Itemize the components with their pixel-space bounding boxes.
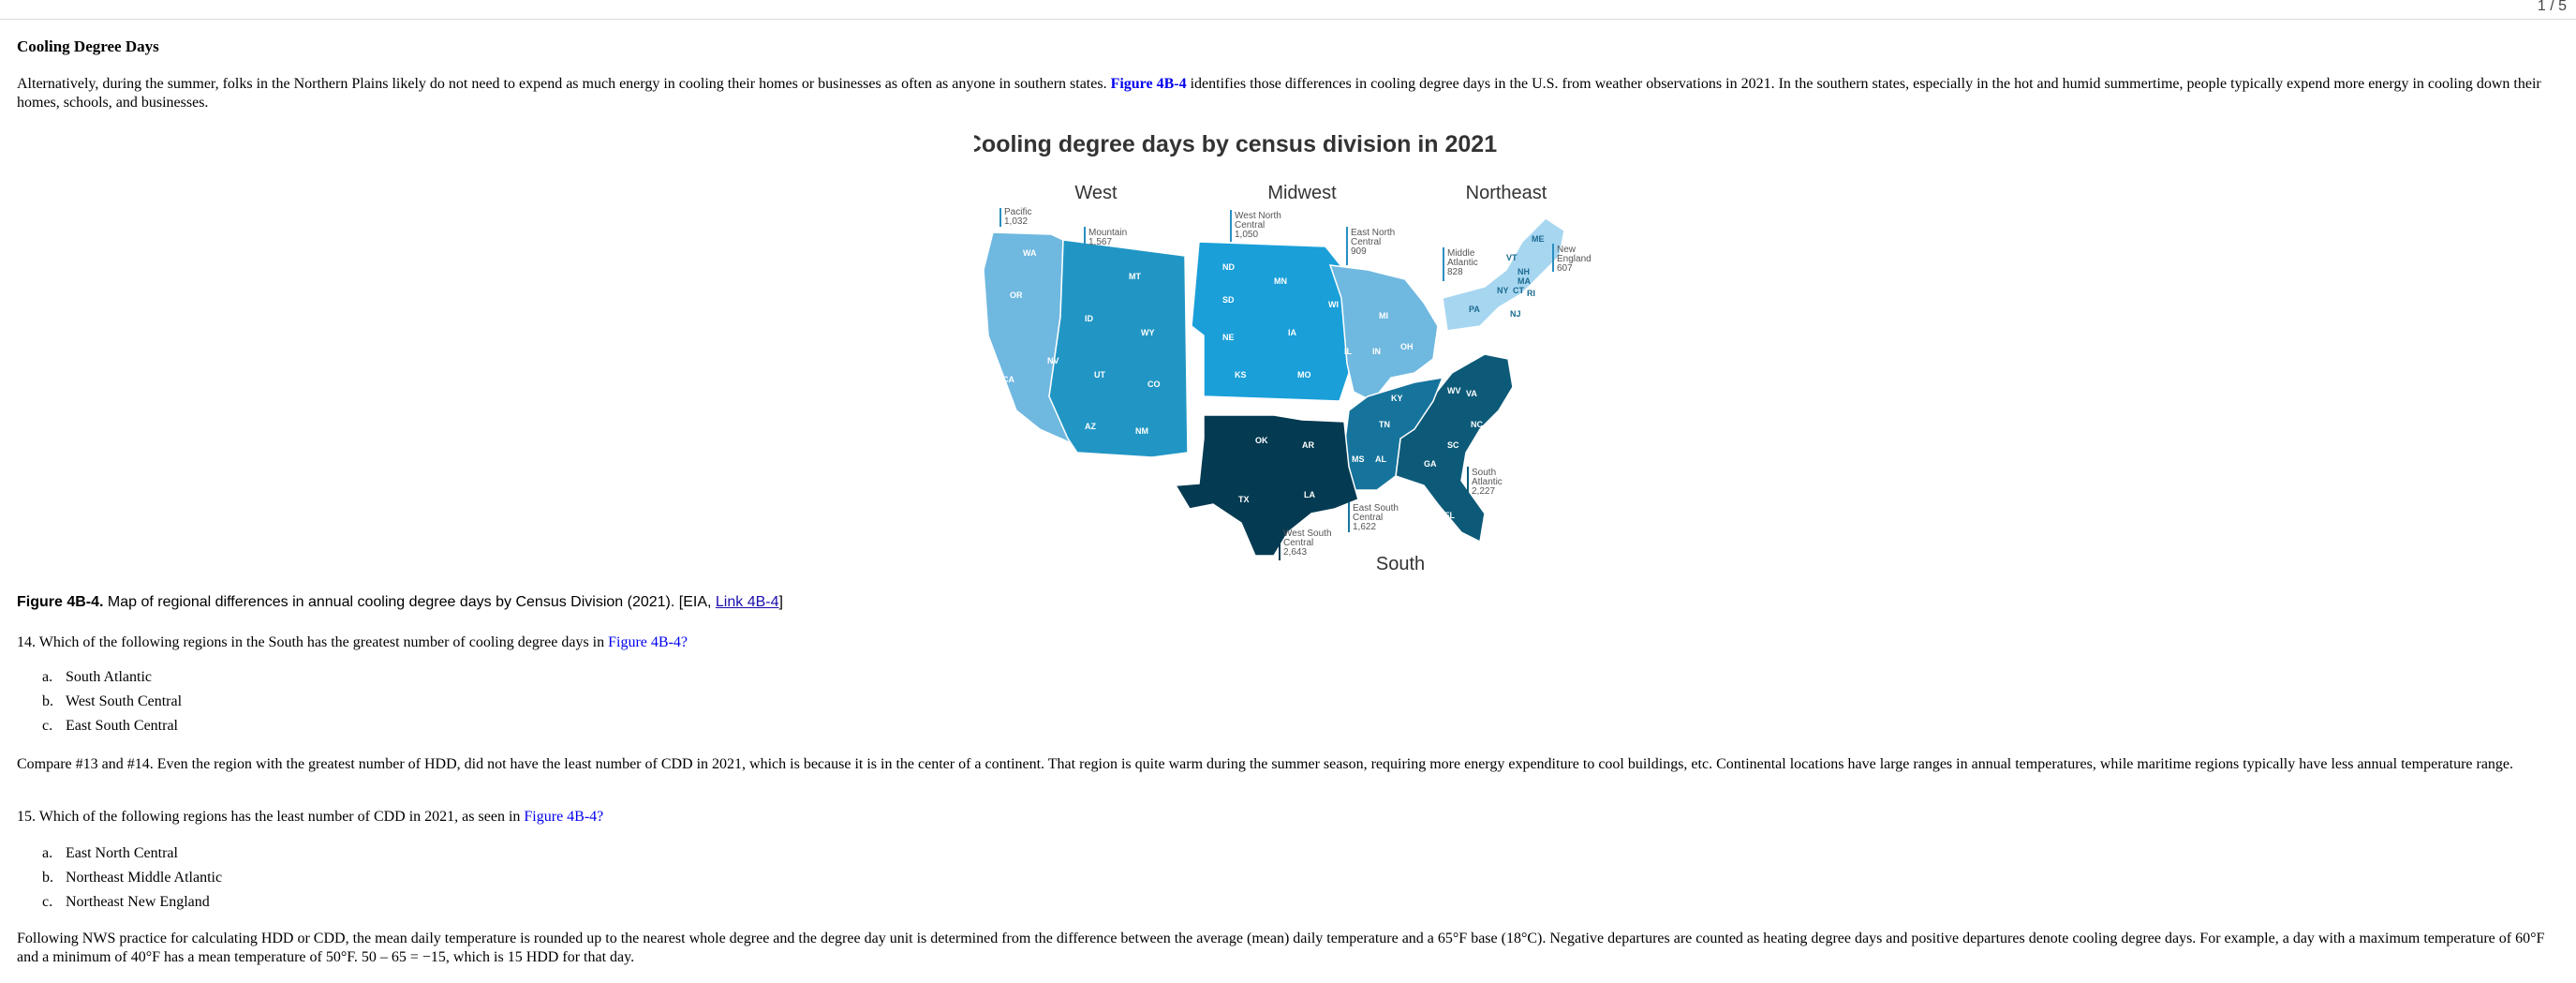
state-va: VA bbox=[1466, 389, 1477, 398]
intro-paragraph bbox=[17, 75, 2546, 112]
svg-text:Central: Central bbox=[1351, 237, 1382, 247]
state-sc: SC bbox=[1447, 440, 1459, 450]
option-label: East North Central bbox=[66, 845, 178, 861]
option-14a[interactable] bbox=[42, 665, 182, 690]
state-ks: KS bbox=[1235, 370, 1247, 380]
option-marker: a. bbox=[42, 669, 53, 685]
state-vt: VT bbox=[1506, 253, 1517, 262]
section-title: Cooling Degree Days bbox=[17, 37, 159, 55]
state-ne: NE bbox=[1222, 333, 1235, 342]
question-15 bbox=[17, 809, 603, 826]
svg-text:Atlantic: Atlantic bbox=[1472, 477, 1503, 487]
enc-value: 909 bbox=[1351, 246, 1367, 257]
south-atlantic-value: 2,227 bbox=[1472, 486, 1496, 497]
region-midwest: Midwest bbox=[1267, 183, 1337, 203]
figure-title: Cooling degree days by census division in 2021 bbox=[974, 131, 1498, 157]
state-nj: NJ bbox=[1510, 309, 1521, 319]
state-ia: IA bbox=[1288, 328, 1296, 337]
svg-text:Middle: Middle bbox=[1447, 248, 1475, 259]
state-ny: NY bbox=[1497, 286, 1509, 295]
state-nh: NH bbox=[1517, 267, 1530, 276]
esc-value: 1,622 bbox=[1353, 522, 1377, 532]
state-al: AL bbox=[1375, 454, 1386, 464]
state-de: DE bbox=[1491, 367, 1503, 377]
state-nm: NM bbox=[1135, 426, 1148, 436]
state-az: AZ bbox=[1085, 422, 1096, 431]
document-body bbox=[17, 37, 2546, 112]
state-oh: OH bbox=[1400, 342, 1414, 351]
state-wv: WV bbox=[1447, 386, 1461, 395]
option-marker: c. bbox=[42, 894, 53, 910]
state-ri: RI bbox=[1527, 289, 1535, 298]
question-14 bbox=[17, 634, 688, 651]
question-14-text: 14. Which of the following regions in the South has the greatest number of cooling degree days in bbox=[17, 634, 609, 650]
state-md: MD bbox=[1471, 361, 1484, 370]
mountain-value: 1,567 bbox=[1088, 237, 1113, 247]
state-ar: AR bbox=[1302, 440, 1314, 450]
compare-paragraph: Compare #13 and #14. Even the region with the greatest number of HDD, did not have the least number of CDD in 2021, which is because it is in the center of a continent. That region is quite warm during the summer season, requiring more energy expenditure to cool buildings, etc. Continental locations have large ranges in annual temperatures, while maritime regions typically have less annual temperature range. bbox=[17, 756, 2514, 772]
top-bar bbox=[0, 0, 2576, 20]
state-ma: MA bbox=[1517, 276, 1531, 286]
option-label: Northeast New England bbox=[66, 894, 210, 910]
caption-text: Map of regional differences in annual cooling degree days by Census Division (2021). [EIA, bbox=[103, 594, 716, 610]
region-west: West bbox=[1074, 183, 1118, 203]
state-mo: MO bbox=[1297, 370, 1311, 380]
state-fl: FL bbox=[1444, 511, 1455, 520]
state-pa: PA bbox=[1469, 305, 1480, 314]
svg-text:West South: West South bbox=[1283, 529, 1332, 539]
state-ca: CA bbox=[1002, 375, 1014, 384]
state-wa: WA bbox=[1023, 248, 1037, 258]
state-or: OR bbox=[1010, 290, 1023, 300]
figure-caption bbox=[17, 594, 783, 611]
state-mt: MT bbox=[1129, 272, 1141, 281]
region-south: South bbox=[1375, 554, 1426, 570]
state-tn: TN bbox=[1379, 420, 1390, 429]
state-me: ME bbox=[1532, 234, 1545, 244]
svg-text:Central: Central bbox=[1353, 513, 1384, 523]
svg-text:Central: Central bbox=[1283, 538, 1314, 548]
state-ok: OK bbox=[1255, 436, 1268, 445]
state-id: ID bbox=[1085, 314, 1093, 323]
pacific-name: Pacific bbox=[1004, 207, 1032, 217]
question-15-figure-link[interactable]: Figure 4B-4? bbox=[524, 809, 604, 825]
state-nc: NC bbox=[1471, 420, 1483, 429]
caption-link[interactable]: Link 4B-4 bbox=[715, 594, 779, 610]
state-wy: WY bbox=[1141, 328, 1155, 337]
svg-text:England: England bbox=[1557, 254, 1591, 264]
svg-text:Atlantic: Atlantic bbox=[1447, 258, 1478, 268]
mountain-name: Mountain bbox=[1088, 228, 1128, 238]
intro-text-before: Alternatively, during the summer, folks in the Northern Plains likely do not need to expend as much energy in cooling their homes or businesses as often as anyone in southern states. bbox=[17, 76, 1111, 92]
option-label: South Atlantic bbox=[66, 669, 152, 685]
caption-close: ] bbox=[778, 594, 783, 610]
option-label: West South Central bbox=[66, 693, 183, 709]
question-15-text: 15. Which of the following regions has the least number of CDD in 2021, as seen in bbox=[17, 809, 525, 825]
svg-text:East North: East North bbox=[1351, 228, 1396, 238]
caption-label: Figure 4B-4. bbox=[17, 594, 104, 610]
option-marker: b. bbox=[42, 870, 53, 886]
state-wi: WI bbox=[1328, 300, 1339, 309]
option-14c[interactable] bbox=[42, 714, 182, 738]
state-mi: MI bbox=[1379, 311, 1388, 320]
option-14b[interactable] bbox=[42, 690, 182, 714]
state-il: IL bbox=[1344, 347, 1352, 356]
option-label: East South Central bbox=[66, 718, 178, 734]
option-marker: c. bbox=[42, 718, 53, 734]
option-marker: a. bbox=[42, 845, 53, 861]
svg-text:West North: West North bbox=[1235, 211, 1281, 221]
new-england-value: 607 bbox=[1557, 263, 1573, 274]
state-in: IN bbox=[1372, 347, 1381, 356]
svg-text:East South: East South bbox=[1353, 503, 1399, 514]
question-14-figure-link[interactable]: Figure 4B-4? bbox=[608, 634, 688, 650]
svg-text:New: New bbox=[1557, 245, 1577, 255]
division-mountain bbox=[1049, 240, 1188, 457]
state-ms: MS bbox=[1352, 454, 1365, 464]
state-la: LA bbox=[1304, 490, 1315, 499]
state-ut: UT bbox=[1094, 370, 1105, 380]
intro-text-after: identifies those differences in cooling degree days in the U.S. from weather observations in 2021. In the southern states, especially in the hot and humid summertime, people typically expend more energy in cooling down their homes, schools, and businesses. bbox=[17, 76, 2541, 111]
middle-atlantic-value: 828 bbox=[1447, 267, 1463, 277]
pacific-value: 1,032 bbox=[1004, 216, 1029, 227]
page-indicator: 1 / 5 bbox=[2537, 0, 2567, 14]
state-mn: MN bbox=[1274, 276, 1287, 286]
region-northeast: Northeast bbox=[1465, 183, 1547, 203]
question-15-options bbox=[42, 842, 222, 915]
nws-paragraph: Following NWS practice for calculating HDD or CDD, the mean daily temperature is rounded up to the nearest whole degree and the degree day unit is determined from the difference between the average (mean) daily temperature and a 65°F base (18°C). Negative departures are counted as heating degree days and positive departures denote cooling degree days. For example, a day with a maximum temperature of 60°F and a minimum of 40°F has a mean temperature of 50°F. 50 – 65 = −15, which is 15 HDD for that day. bbox=[17, 931, 2545, 965]
state-tx: TX bbox=[1238, 495, 1250, 504]
option-15c[interactable] bbox=[42, 890, 222, 915]
state-co: CO bbox=[1147, 380, 1161, 389]
option-15b[interactable] bbox=[42, 866, 222, 890]
option-15a[interactable] bbox=[42, 842, 222, 866]
state-sd: SD bbox=[1222, 295, 1235, 305]
question-14-options bbox=[42, 665, 182, 738]
state-ky: KY bbox=[1391, 394, 1403, 403]
option-label: Northeast Middle Atlantic bbox=[66, 870, 223, 886]
state-nv: NV bbox=[1047, 356, 1059, 365]
state-nd: ND bbox=[1222, 262, 1235, 272]
state-ct: CT bbox=[1513, 286, 1524, 295]
option-marker: b. bbox=[42, 693, 53, 709]
svg-text:Central: Central bbox=[1235, 220, 1266, 231]
cdd-map-figure bbox=[974, 129, 1630, 570]
division-west-north-central bbox=[1192, 242, 1349, 401]
wnc-value: 1,050 bbox=[1235, 230, 1259, 240]
figure-link[interactable]: Figure 4B-4 bbox=[1110, 76, 1187, 92]
state-ga: GA bbox=[1424, 459, 1437, 469]
wsc-value: 2,643 bbox=[1283, 547, 1308, 558]
svg-text:South: South bbox=[1472, 468, 1497, 478]
cdd-map bbox=[974, 129, 1630, 570]
